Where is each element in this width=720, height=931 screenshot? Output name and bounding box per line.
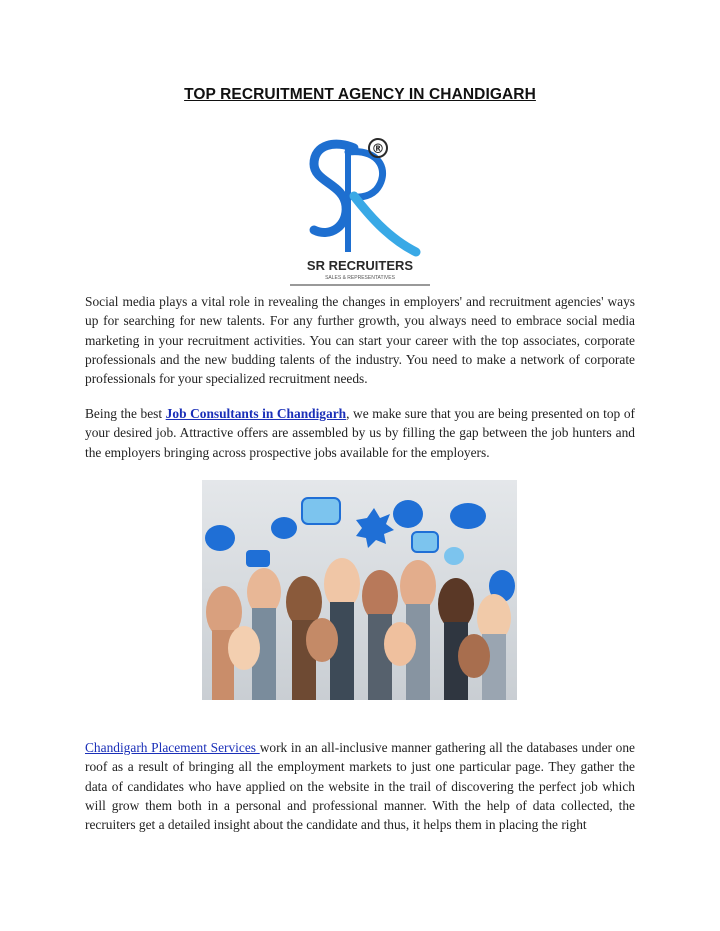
placement-services-link[interactable]: Chandigarh Placement Services — [85, 740, 260, 755]
photo-illustration — [202, 480, 517, 700]
bubble-icon — [412, 532, 438, 552]
bubble-icon — [450, 503, 486, 529]
hand-shape — [384, 622, 416, 666]
p2-text-after: , we make sure that you are being presented on top of your desired job. Attractive offers are assembled by us by filling the gap between the job hunters and the employers bringing across prospective jobs available for the employers. — [85, 406, 635, 460]
hand-shape — [306, 618, 338, 662]
registered-mark: ® — [371, 142, 385, 157]
bubble-icon — [302, 498, 340, 524]
hand-shape — [458, 634, 490, 678]
bubble-icon — [246, 550, 270, 567]
bubble-icon — [271, 517, 297, 539]
bubble-icon — [393, 500, 423, 528]
logo-tagline: SALES & REPRESENTATIVES — [325, 275, 395, 281]
logo-graphic — [288, 134, 432, 286]
logo-r-leg — [354, 196, 416, 252]
paragraph-job-consultants — [85, 404, 635, 462]
p2-text-before: Being the best — [85, 406, 166, 421]
paragraph-placement-services — [85, 738, 635, 834]
paragraph-social-media: Social media plays a vital role in revealing the changes in employers' and recruitment agencies' ways up for searching for new talents. For any further growth, you always need to embrace social media marketing in your recruitment activities. You can start your career with the top associates, corporate professionals and the new budding talents of the industry. You need to make a network of corporate professionals for your specialized recruitment needs. — [85, 294, 635, 387]
sr-recruiters-logo — [288, 134, 432, 286]
bubble-icon — [205, 525, 235, 551]
page-title: TOP RECRUITMENT AGENCY IN CHANDIGARH — [184, 86, 536, 103]
p3-text-after: work in an all-inclusive manner gathering all the databases under one roof as a result of bringing all the employment markets to just one particular page. They gather the data of candidates who have applied on the website in the trail of discovering the perfect job which will grow them both in a personal and professional manner. With the help of data collected, the recruiters get a detailed insight about the candidate and thus, it helps them in placing the right — [85, 740, 635, 833]
logo-brand-name: SR RECRUITERS — [306, 258, 414, 273]
hand-shape — [228, 626, 260, 670]
raised-hands-photo — [202, 480, 517, 700]
job-consultants-link[interactable]: Job Consultants in Chandigarh — [165, 406, 347, 421]
bubble-icon — [444, 547, 464, 565]
logo-r-bowl — [348, 152, 383, 198]
